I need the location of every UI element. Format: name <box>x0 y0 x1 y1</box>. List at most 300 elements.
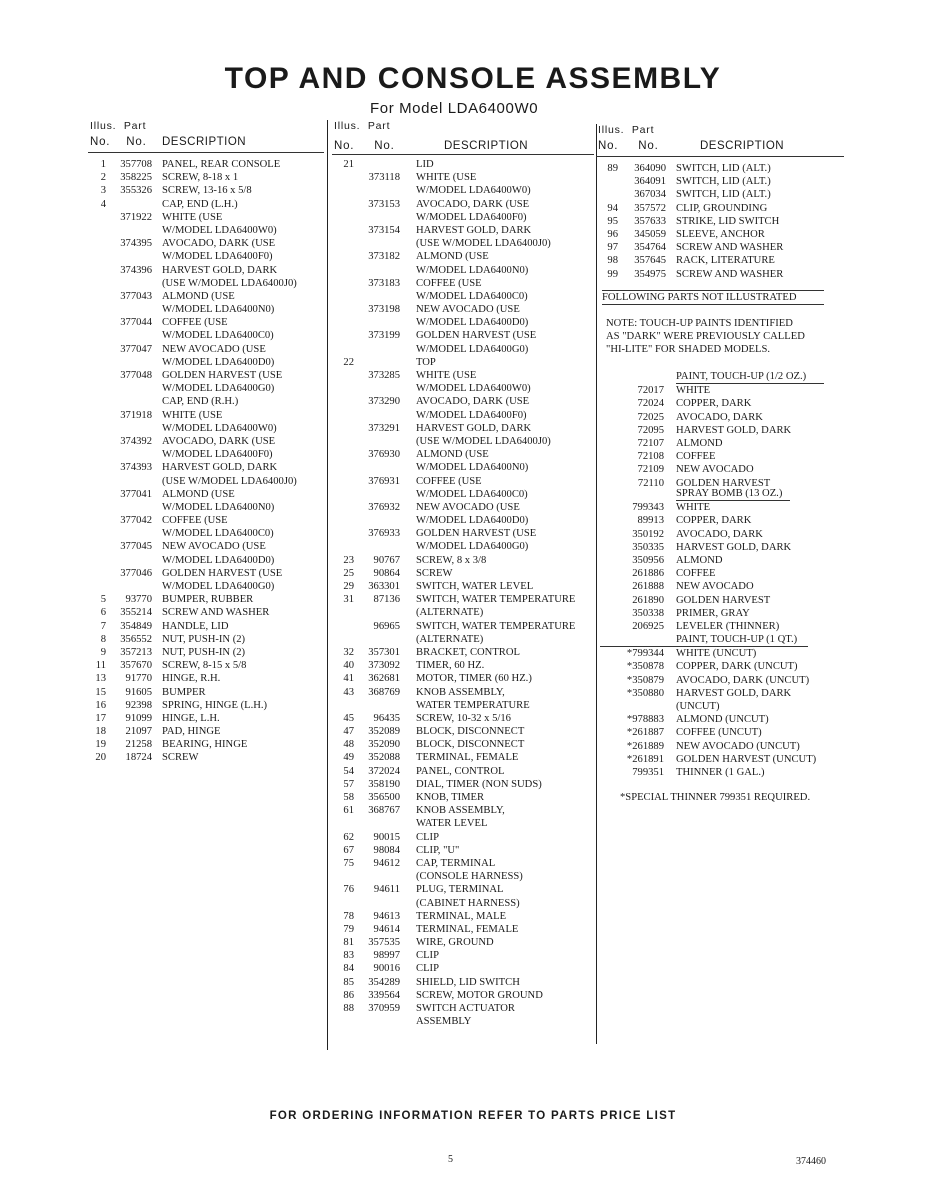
parts-row <box>88 448 324 461</box>
part-description: SCREW, 13-16 x 5/8 <box>162 185 252 197</box>
ordering-info-footer: FOR ORDERING INFORMATION REFER TO PARTS PRICE LIST <box>269 1110 677 1122</box>
paint-row <box>596 397 846 410</box>
paint-row <box>596 437 846 450</box>
parts-row <box>88 712 324 725</box>
part-number: 339564 <box>368 989 400 1001</box>
part-description: W/MODEL LDA6400W0) <box>416 383 531 395</box>
parts-row <box>88 198 324 211</box>
part-description: (USE W/MODEL LDA6400J0) <box>416 238 551 250</box>
header-illus-part: Illus. Part <box>334 120 391 132</box>
part-number: 18724 <box>125 752 152 764</box>
parts-list <box>88 158 324 765</box>
part-description: MOTOR, TIMER (60 HZ.) <box>416 673 532 685</box>
part-number: 261886 <box>632 568 664 580</box>
part-description: W/MODEL LDA6400F0) <box>416 409 527 421</box>
part-description: SHIELD, LID SWITCH <box>416 976 520 988</box>
part-description: W/MODEL LDA6400C0) <box>162 528 274 540</box>
illus-number: 19 <box>95 739 106 751</box>
parts-row <box>88 725 324 738</box>
parts-row <box>332 409 594 422</box>
part-description: W/MODEL LDA6400D0) <box>162 356 275 368</box>
parts-row <box>332 791 594 804</box>
part-description: BUMPER, RUBBER <box>162 594 254 606</box>
part-description: GOLDEN HARVEST (USE <box>162 567 283 579</box>
part-number: 357213 <box>120 646 152 658</box>
part-number: 352088 <box>368 752 400 764</box>
parts-row <box>332 224 594 237</box>
parts-row <box>332 1002 594 1015</box>
parts-row <box>332 778 594 791</box>
part-description: GOLDEN HARVEST (USE <box>416 528 537 540</box>
part-description: PLUG, TERMINAL <box>416 884 504 896</box>
parts-row <box>88 659 324 672</box>
parts-row <box>88 514 324 527</box>
part-number: 373199 <box>368 330 400 342</box>
parts-row <box>88 527 324 540</box>
parts-row <box>88 567 324 580</box>
part-description: W/MODEL LDA6400D0) <box>416 515 529 527</box>
part-description: SPRING, HINGE (L.H.) <box>162 699 268 711</box>
part-number: 96435 <box>373 712 400 724</box>
paint-row <box>596 463 846 476</box>
paint-row <box>596 740 846 753</box>
illus-number: 21 <box>343 159 354 170</box>
part-description: HANDLE, LID <box>162 620 229 632</box>
paint-row <box>596 766 846 779</box>
part-description: (CABINET HARNESS) <box>416 897 520 909</box>
part-number: 368769 <box>368 686 400 698</box>
parts-row <box>332 290 594 303</box>
parts-row <box>332 395 594 408</box>
parts-row <box>88 475 324 488</box>
part-number: 354289 <box>368 976 400 988</box>
part-number: *350878 <box>626 661 664 673</box>
part-number: 373183 <box>368 277 400 289</box>
part-description: PAD, HINGE <box>162 726 221 738</box>
illus-number: 40 <box>343 660 354 672</box>
parts-row <box>88 646 324 659</box>
part-description: WHITE (USE <box>416 370 477 381</box>
illus-number: 57 <box>343 778 354 790</box>
part-description: AVOCADO, DARK (USE <box>162 435 276 447</box>
part-description: NEW AVOCADO (UNCUT) <box>676 740 800 752</box>
part-number: 355214 <box>120 607 152 619</box>
illus-number: 25 <box>343 567 354 579</box>
part-description: NEW AVOCADO <box>676 581 754 593</box>
part-description: WHITE <box>676 385 711 397</box>
header-rule <box>88 152 324 153</box>
paint-row <box>596 687 846 700</box>
part-number: 377044 <box>120 317 152 329</box>
parts-column-2 <box>332 118 594 1028</box>
parts-row <box>332 171 594 184</box>
parts-row <box>88 409 324 422</box>
header-numbers: No. No. <box>598 140 659 152</box>
illus-number: 5 <box>100 594 106 606</box>
part-number: 355326 <box>120 185 152 197</box>
illus-number: 98 <box>607 255 618 267</box>
paint-section-heading: PAINT, TOUCH-UP (1/2 OZ.) <box>676 371 807 382</box>
illus-number: 8 <box>100 633 106 645</box>
part-number: 364090 <box>634 163 666 174</box>
parts-row <box>88 343 324 356</box>
illus-number: 43 <box>343 686 354 698</box>
parts-row <box>88 356 324 369</box>
part-description: WHITE <box>676 502 711 514</box>
part-number: 376932 <box>368 501 400 513</box>
part-description: TIMER, 60 HZ. <box>416 660 485 672</box>
part-description: NEW AVOCADO (USE <box>416 304 520 316</box>
part-number: 374396 <box>120 264 152 276</box>
illus-number: 4 <box>100 198 106 210</box>
parts-row <box>332 857 594 870</box>
part-description: AVOCADO, DARK (USE <box>162 238 276 250</box>
part-number: 21097 <box>125 726 152 738</box>
header-description: DESCRIPTION <box>162 136 247 148</box>
note-line: "HI-LITE" FOR SHADED MODELS. <box>606 344 771 355</box>
parts-row <box>332 593 594 606</box>
part-description: W/MODEL LDA6400W0) <box>416 185 531 197</box>
parts-list <box>596 162 844 281</box>
part-number: 373291 <box>368 422 400 434</box>
header-numbers: No. No. <box>334 140 395 152</box>
part-number: 72109 <box>637 464 664 476</box>
part-number: 377041 <box>120 488 152 500</box>
part-description: AVOCADO, DARK (USE <box>416 198 530 210</box>
parts-row <box>88 316 324 329</box>
parts-row <box>332 686 594 699</box>
parts-row <box>332 540 594 553</box>
parts-row <box>332 976 594 989</box>
parts-row <box>88 382 324 395</box>
illus-number: 58 <box>343 792 354 803</box>
part-number: 350338 <box>632 607 664 619</box>
part-description: HARVEST GOLD, DARK <box>676 541 792 553</box>
part-description: HINGE, R.H. <box>162 673 221 685</box>
paint-row <box>596 411 846 424</box>
part-number: 373154 <box>368 224 400 236</box>
part-description: (ALTERNATE) <box>416 607 484 619</box>
illus-number: 16 <box>95 699 106 711</box>
part-number: 372024 <box>368 765 400 777</box>
part-description: BLOCK, DISCONNECT <box>416 739 525 751</box>
parts-row <box>332 817 594 830</box>
column-header <box>88 118 324 158</box>
part-description: SCREW <box>416 567 453 579</box>
paint-row <box>596 700 846 713</box>
part-description: SWITCH, LID (ALT.) <box>676 163 771 174</box>
part-description: W/MODEL LDA6400G0) <box>162 383 275 395</box>
part-number: 91770 <box>125 673 152 685</box>
parts-row <box>596 268 844 281</box>
illus-number: 62 <box>343 831 354 843</box>
part-number: 356552 <box>120 633 152 645</box>
illus-number: 29 <box>343 581 354 592</box>
part-description: W/MODEL LDA6400G0) <box>416 343 529 355</box>
paint-row <box>596 713 846 726</box>
illus-number: 89 <box>607 163 618 174</box>
part-number: 350956 <box>632 555 664 566</box>
part-description: KNOB ASSEMBLY, <box>416 805 505 817</box>
part-description: COPPER, DARK <box>676 398 752 410</box>
part-number: 799351 <box>632 767 664 778</box>
paint-row <box>596 528 846 541</box>
parts-row <box>88 488 324 501</box>
part-number: 93770 <box>125 594 152 606</box>
part-description: (USE W/MODEL LDA6400J0) <box>162 277 297 289</box>
illus-number: 85 <box>343 976 354 988</box>
part-number: 356500 <box>368 792 400 803</box>
part-description: SCREW, 10-32 x 5/16 <box>416 712 511 724</box>
parts-row <box>332 501 594 514</box>
part-description: CAP, END (R.H.) <box>162 396 239 408</box>
parts-row <box>88 620 324 633</box>
part-description: CLIP, "U" <box>416 844 460 856</box>
header-illus-part: Illus. Part <box>90 120 147 132</box>
parts-row <box>332 382 594 395</box>
parts-row <box>332 620 594 633</box>
part-description: ALMOND (UNCUT) <box>676 714 769 726</box>
part-description: W/MODEL LDA6400C0) <box>416 290 528 302</box>
illus-number: 99 <box>607 268 618 280</box>
part-description: (ALTERNATE) <box>416 633 484 645</box>
part-description: W/MODEL LDA6400F0) <box>162 251 273 263</box>
part-description: (USE W/MODEL LDA6400J0) <box>416 435 551 447</box>
part-description: W/MODEL LDA6400N0) <box>162 501 275 513</box>
part-number: 377045 <box>120 541 152 553</box>
parts-row <box>88 540 324 553</box>
part-number: 373153 <box>368 198 400 210</box>
illus-number: 7 <box>100 620 106 632</box>
part-description: ALMOND <box>676 438 723 449</box>
part-description: AVOCADO, DARK <box>676 411 763 423</box>
part-description: SCREW, 8-15 x 5/8 <box>162 660 247 672</box>
part-description: HARVEST GOLD, DARK <box>676 424 792 436</box>
part-description: W/MODEL LDA6400F0) <box>162 449 273 461</box>
part-description: BUMPER <box>162 686 206 698</box>
part-number: 373182 <box>368 251 400 263</box>
parts-row <box>332 329 594 342</box>
paint-row <box>596 554 846 567</box>
illus-number: 17 <box>95 712 106 724</box>
part-number: *261891 <box>626 753 664 765</box>
part-description: NEW AVOCADO (USE <box>416 501 520 513</box>
illus-number: 23 <box>343 554 354 566</box>
paint-row <box>596 450 846 463</box>
part-description: COFFEE (USE <box>416 277 482 289</box>
part-description: SWITCH, LID (ALT.) <box>676 189 771 201</box>
part-description: CLIP <box>416 831 439 843</box>
part-number: 368767 <box>368 805 400 817</box>
parts-row <box>88 501 324 514</box>
part-number: 371922 <box>120 211 152 223</box>
illus-number: 79 <box>343 923 354 935</box>
parts-row <box>88 395 324 408</box>
parts-row <box>332 751 594 764</box>
part-description: W/MODEL LDA6400D0) <box>162 554 275 566</box>
part-number: 357633 <box>634 215 666 227</box>
page-title: TOP AND CONSOLE ASSEMBLY <box>224 62 722 95</box>
part-description: LID <box>416 159 434 170</box>
part-number: 377048 <box>120 370 152 381</box>
parts-row <box>88 211 324 224</box>
parts-row <box>332 699 594 712</box>
parts-row <box>332 844 594 857</box>
illus-number: 31 <box>343 594 354 606</box>
parts-row <box>88 580 324 593</box>
paint-row <box>596 674 846 687</box>
paint-row <box>596 607 846 620</box>
part-description: SCREW, MOTOR GROUND <box>416 989 543 1001</box>
parts-row <box>88 250 324 263</box>
part-number: 94613 <box>373 910 400 922</box>
illus-number: 54 <box>343 765 354 777</box>
part-number: 98084 <box>373 844 400 856</box>
part-number: 362681 <box>368 673 400 685</box>
header-rule <box>596 156 844 157</box>
part-description: GOLDEN HARVEST (USE <box>416 330 537 342</box>
parts-row <box>88 593 324 606</box>
illus-number: 76 <box>343 884 354 896</box>
part-number: 799343 <box>632 502 664 514</box>
part-number: 94612 <box>373 857 400 869</box>
part-description: AVOCADO, DARK (UNCUT) <box>676 674 810 686</box>
part-description: (CONSOLE HARNESS) <box>416 871 523 883</box>
part-number: 90015 <box>373 831 400 843</box>
part-number: 376933 <box>368 528 400 540</box>
parts-row <box>332 527 594 540</box>
parts-row <box>88 672 324 685</box>
part-description: ASSEMBLY <box>416 1016 472 1028</box>
part-number: 373092 <box>368 660 400 672</box>
part-description: W/MODEL LDA6400F0) <box>416 211 527 223</box>
part-number: 96965 <box>373 620 400 632</box>
illus-number: 6 <box>100 607 106 619</box>
parts-row <box>88 303 324 316</box>
parts-row <box>88 329 324 342</box>
paint-row <box>596 647 846 660</box>
parts-row <box>88 435 324 448</box>
header-description: DESCRIPTION <box>444 140 529 152</box>
parts-row <box>332 831 594 844</box>
illus-number: 11 <box>95 660 106 672</box>
illus-number: 94 <box>607 202 618 214</box>
part-description: PANEL, REAR CONSOLE <box>162 159 281 170</box>
part-description: KNOB, TIMER <box>416 792 485 803</box>
parts-row <box>332 1015 594 1028</box>
part-number: 373118 <box>368 172 400 184</box>
part-description: W/MODEL LDA6400N0) <box>416 462 529 474</box>
parts-row <box>332 804 594 817</box>
illus-number: 95 <box>607 215 618 227</box>
part-number: 358225 <box>120 172 152 184</box>
parts-row <box>596 175 844 188</box>
part-description: GOLDEN HARVEST <box>676 594 771 606</box>
part-description: SCREW, 8-18 x 1 <box>162 172 239 184</box>
header-description: DESCRIPTION <box>700 140 785 152</box>
part-description: SCREW <box>162 752 199 764</box>
paint-row <box>596 660 846 673</box>
illus-number: 83 <box>343 950 354 962</box>
part-description: NEW AVOCADO (USE <box>162 541 266 553</box>
part-number: 357535 <box>368 937 400 949</box>
part-number: 357670 <box>120 660 152 672</box>
part-description: PRIMER, GRAY <box>676 607 750 619</box>
parts-row <box>332 250 594 263</box>
parts-row <box>332 936 594 949</box>
parts-row <box>332 712 594 725</box>
note-line: AS "DARK" WERE PREVIOUSLY CALLED <box>606 331 805 342</box>
part-description: WHITE (USE <box>162 211 223 223</box>
part-number: 377046 <box>120 567 152 579</box>
part-description: BRACKET, CONTROL <box>416 646 520 658</box>
part-number: 363301 <box>368 581 400 592</box>
part-description: THINNER (1 GAL.) <box>676 767 765 778</box>
part-number: 72110 <box>637 477 664 489</box>
parts-row <box>332 580 594 593</box>
part-number: 367034 <box>634 189 666 201</box>
illus-number: 97 <box>607 242 618 254</box>
parts-row <box>332 264 594 277</box>
parts-row <box>88 369 324 382</box>
part-number: 72025 <box>637 411 664 423</box>
parts-row <box>332 316 594 329</box>
part-number: 72108 <box>637 451 664 463</box>
parts-row <box>88 277 324 290</box>
parts-row <box>88 738 324 751</box>
part-number: 357645 <box>634 255 666 267</box>
parts-row <box>332 659 594 672</box>
part-description: HARVEST GOLD, DARK <box>676 687 792 699</box>
parts-row <box>88 224 324 237</box>
parts-row <box>332 277 594 290</box>
part-description: AVOCADO, DARK <box>676 528 763 540</box>
part-description: HINGE, L.H. <box>162 712 220 724</box>
illus-number: 47 <box>343 726 354 738</box>
part-description: TERMINAL, MALE <box>416 910 507 922</box>
paint-row <box>596 424 846 437</box>
part-number: 370959 <box>368 1003 400 1014</box>
part-number: 206925 <box>632 621 664 632</box>
part-description: HARVEST GOLD, DARK <box>162 462 278 474</box>
part-number: 377042 <box>120 515 152 527</box>
parts-row <box>332 488 594 501</box>
parts-row <box>332 725 594 738</box>
part-description: HARVEST GOLD, DARK <box>162 264 278 276</box>
illus-number: 75 <box>343 857 354 869</box>
illus-number: 49 <box>343 752 354 764</box>
parts-row <box>332 237 594 250</box>
illus-number: 18 <box>95 726 106 738</box>
parts-row <box>596 162 844 175</box>
parts-row <box>596 254 844 267</box>
part-description: WHITE (USE <box>416 172 477 184</box>
part-description: W/MODEL LDA6400D0) <box>416 317 529 329</box>
parts-row <box>332 765 594 778</box>
parts-row <box>332 962 594 975</box>
parts-row <box>88 422 324 435</box>
parts-row <box>332 303 594 316</box>
part-number: 374392 <box>120 435 152 447</box>
illus-number: 1 <box>100 159 106 170</box>
part-description: AVOCADO, DARK (USE <box>416 396 530 408</box>
part-number: 357708 <box>120 159 152 170</box>
parts-row <box>332 606 594 619</box>
parts-row <box>332 910 594 923</box>
parts-row <box>332 738 594 751</box>
parts-row <box>88 633 324 646</box>
part-description: W/MODEL LDA6400W0) <box>162 224 277 236</box>
